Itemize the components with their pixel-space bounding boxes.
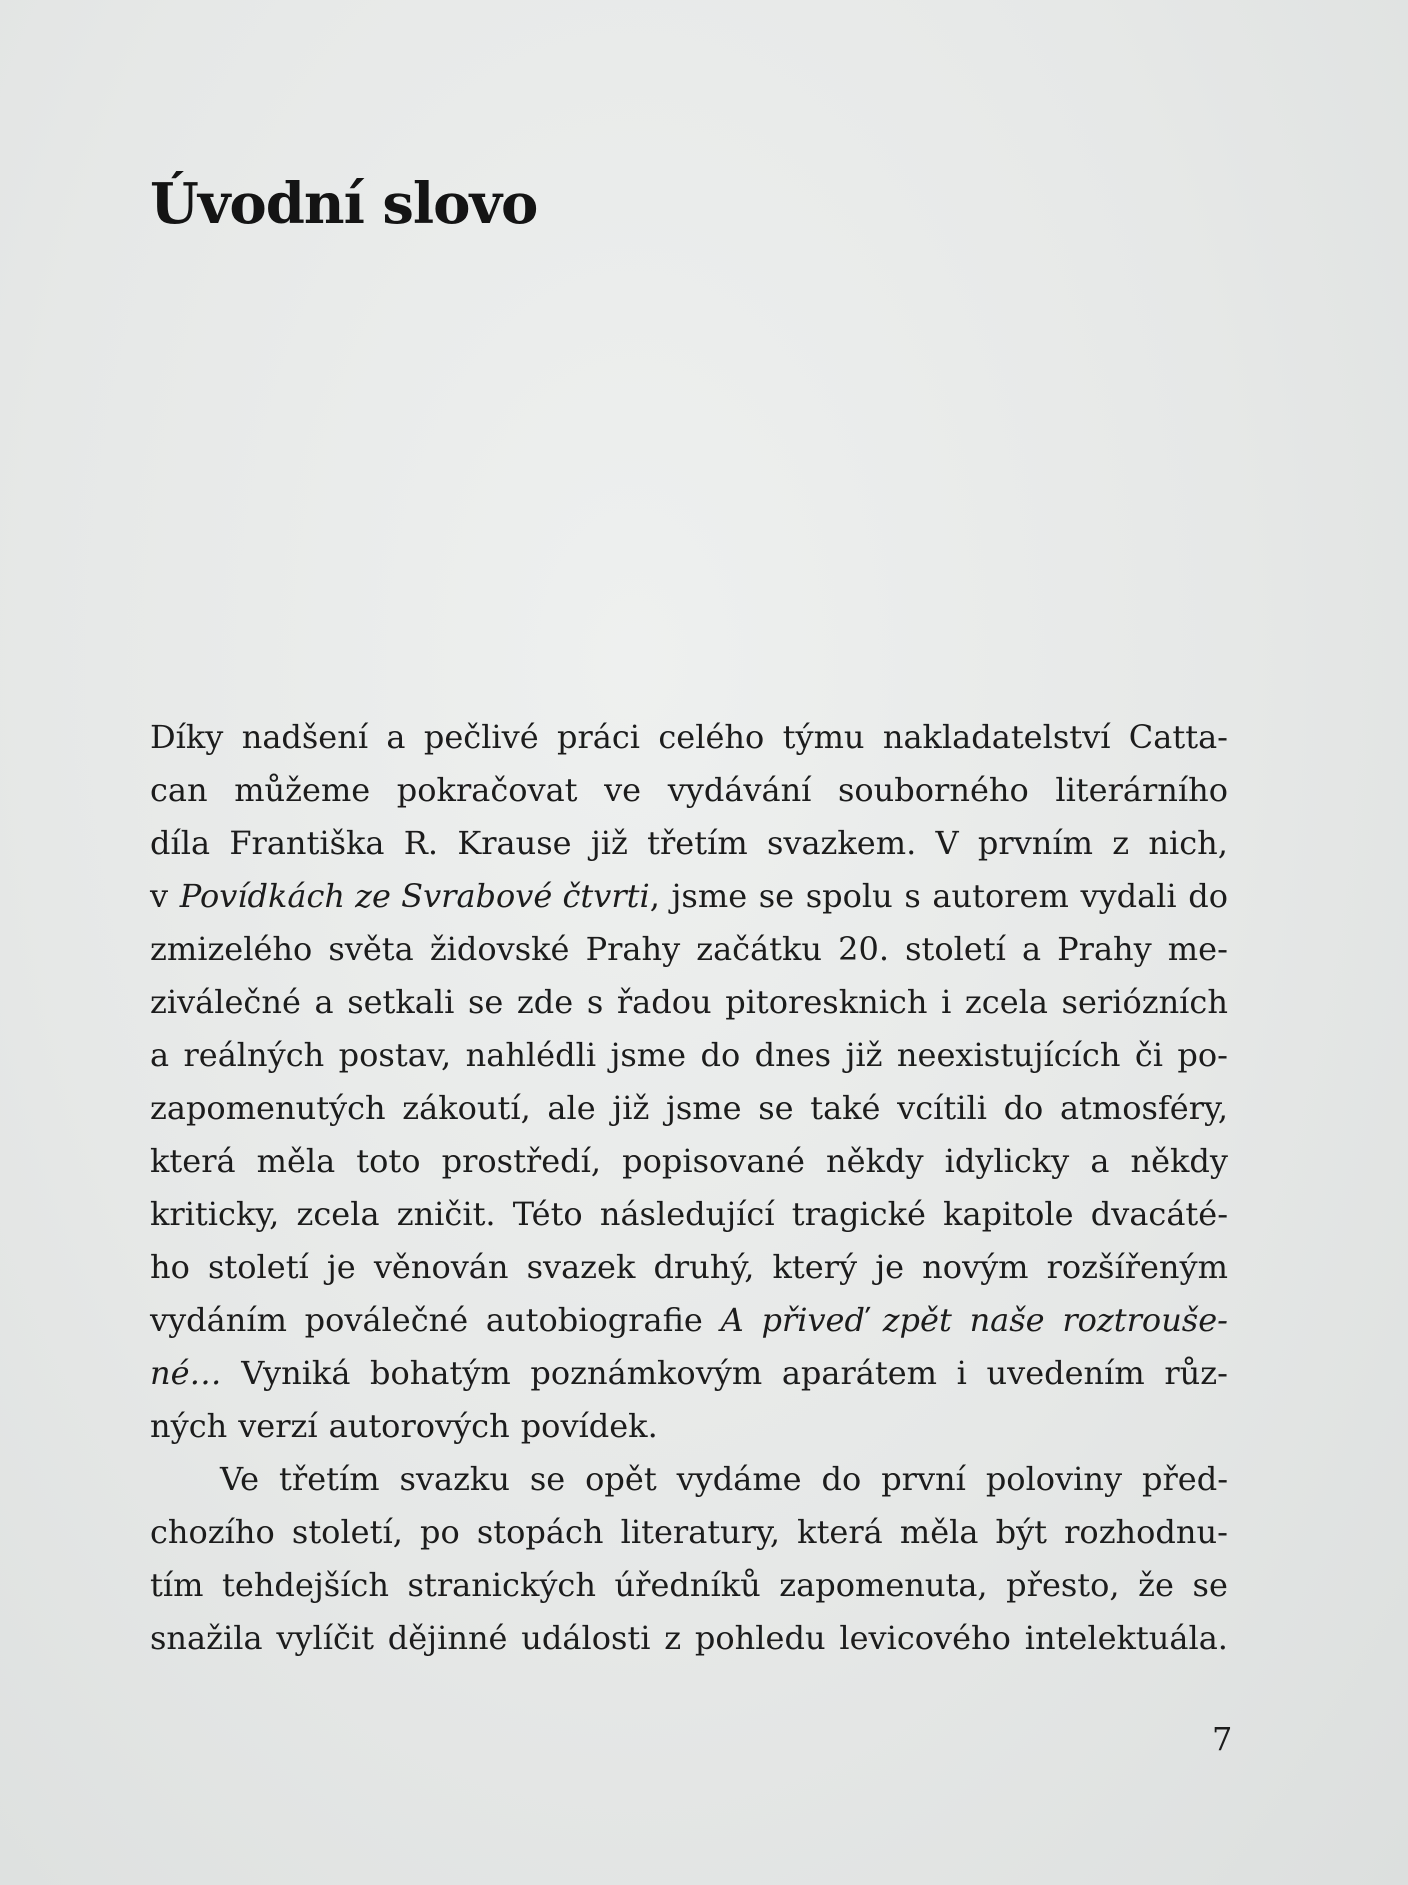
word: zmizelého	[150, 930, 313, 968]
word: začátku	[696, 930, 823, 968]
word: třetím	[647, 824, 748, 862]
word: být	[995, 1513, 1047, 1551]
word: století	[207, 1248, 309, 1286]
word: nakladatelství	[882, 718, 1111, 756]
word: díla	[150, 824, 211, 862]
word: po	[420, 1513, 460, 1551]
word: můžeme	[234, 771, 371, 809]
word: pitoresknich	[725, 983, 928, 1021]
word: opět	[585, 1460, 657, 1498]
word: se	[467, 983, 504, 1021]
word: přiveď	[761, 1301, 865, 1339]
word: kapitole	[943, 1195, 1074, 1233]
word: jsme	[671, 877, 748, 915]
text-line	[150, 1241, 1228, 1294]
word: ve	[604, 771, 642, 809]
word: Díky	[150, 718, 224, 756]
word: vydali	[1080, 877, 1177, 915]
word: Catta-	[1128, 718, 1228, 756]
word: Prahy	[1057, 930, 1152, 968]
word: poválečné	[304, 1301, 469, 1339]
word: že	[1138, 1566, 1174, 1604]
word: autorem	[932, 877, 1069, 915]
word: Prahy	[585, 930, 681, 968]
text-line	[150, 1294, 1228, 1347]
word: zničit.	[396, 1195, 496, 1233]
word: chozího	[150, 1513, 275, 1551]
word: autobiografie	[485, 1301, 703, 1339]
word: zpět	[882, 1301, 952, 1339]
word: neexistujících	[896, 1036, 1121, 1074]
word: postav,	[338, 1036, 452, 1074]
word: do	[700, 1036, 741, 1074]
word: zákoutí,	[402, 1089, 531, 1127]
word: přesto,	[1006, 1566, 1120, 1604]
text-line	[150, 711, 1228, 764]
word: již	[612, 1089, 650, 1127]
text-line	[150, 976, 1228, 1029]
text-line	[150, 1453, 1228, 1506]
word: je	[326, 1248, 356, 1286]
word: né…	[150, 1354, 222, 1392]
word: reálných	[183, 1036, 325, 1074]
word: ných	[150, 1407, 228, 1445]
text-line	[150, 923, 1228, 976]
word: tragické	[791, 1195, 926, 1233]
word: tehdejších	[222, 1566, 389, 1604]
word: toto	[356, 1142, 421, 1180]
word: rozšířeným	[1046, 1248, 1228, 1286]
word: s	[586, 983, 604, 1021]
word: či	[1134, 1036, 1163, 1074]
word: seriózních	[1061, 983, 1228, 1021]
text-line	[150, 1135, 1228, 1188]
word: bohatým	[370, 1354, 511, 1392]
word: která	[150, 1142, 236, 1180]
word: vydávání	[667, 771, 812, 809]
word: dvacáté-	[1090, 1195, 1228, 1233]
text-line	[150, 1400, 1228, 1453]
word: do	[1188, 877, 1228, 915]
text-line	[150, 764, 1228, 817]
page-number: 7	[1212, 1720, 1233, 1758]
text-line	[150, 817, 1228, 870]
word: ale	[547, 1089, 596, 1127]
word: Této	[512, 1195, 583, 1233]
word: zapomenuta,	[779, 1566, 988, 1604]
word: vydáme	[676, 1460, 802, 1498]
text-line	[150, 1029, 1228, 1082]
word: dnes	[754, 1036, 832, 1074]
word: následující	[599, 1195, 775, 1233]
word: zcela	[964, 983, 1048, 1021]
word: literatury,	[620, 1513, 781, 1551]
word: a	[1090, 1142, 1110, 1180]
word: V	[935, 824, 959, 862]
word-group	[180, 870, 660, 923]
word: v	[150, 877, 169, 915]
word: levicového	[839, 1619, 1011, 1657]
word: svazek	[526, 1248, 636, 1286]
word: události	[521, 1619, 651, 1657]
word: se	[758, 1089, 794, 1127]
word: zapomenutých	[150, 1089, 386, 1127]
word: která	[797, 1513, 883, 1551]
word: intelektuála.	[1024, 1619, 1228, 1657]
word: svazkem.	[766, 824, 917, 862]
word: vydáním	[150, 1301, 287, 1339]
word: me-	[1167, 930, 1228, 968]
word: se	[529, 1460, 566, 1498]
word: i	[956, 1354, 967, 1392]
word: R.	[403, 824, 439, 862]
word: také	[810, 1089, 881, 1127]
word: pokračovat	[396, 771, 578, 809]
word: nahlédli	[465, 1036, 597, 1074]
word: svazku	[399, 1460, 510, 1498]
word: práci	[557, 718, 641, 756]
word: již	[590, 824, 628, 862]
word: povídek.	[520, 1407, 658, 1445]
body-text	[150, 711, 1228, 1665]
chapter-heading: Úvodní slovo	[150, 171, 538, 237]
word: je	[875, 1248, 905, 1286]
word: po-	[1177, 1036, 1228, 1074]
word: roztrouše-	[1062, 1301, 1228, 1339]
word: poznámkovým	[530, 1354, 763, 1392]
word: do	[821, 1460, 862, 1498]
word: se	[1192, 1566, 1228, 1604]
word: měla	[899, 1513, 979, 1551]
word: měla	[256, 1142, 336, 1180]
word: souborného	[837, 771, 1029, 809]
word: A	[720, 1301, 744, 1339]
word: vylíčit	[276, 1619, 374, 1657]
word: století	[905, 930, 1006, 968]
word: literárního	[1055, 771, 1228, 809]
word: 20.	[838, 930, 889, 968]
word: se	[758, 877, 795, 915]
word: spolu	[805, 877, 893, 915]
word: Povídkách ze Svrabové čtvrti	[179, 877, 650, 915]
word: a	[1021, 930, 1042, 968]
word: již	[845, 1036, 883, 1074]
word: růz-	[1164, 1354, 1228, 1392]
word: a	[314, 983, 334, 1021]
word: týmu	[782, 718, 865, 756]
word: světa	[328, 930, 414, 968]
word: tím	[150, 1566, 204, 1604]
word: a	[150, 1036, 170, 1074]
word: s	[904, 877, 921, 915]
word: Vyniká	[241, 1354, 351, 1392]
word: druhý,	[653, 1248, 755, 1286]
text-line	[150, 1612, 1228, 1665]
word: novým	[922, 1248, 1029, 1286]
word: poloviny	[985, 1460, 1123, 1498]
word: stranických	[407, 1566, 596, 1604]
text-line	[150, 870, 1228, 923]
word: židovské	[429, 930, 570, 968]
word: can	[150, 771, 208, 809]
word: první	[881, 1460, 966, 1498]
word: Ve	[220, 1460, 260, 1498]
word: idylicky	[944, 1142, 1070, 1180]
word: z	[1112, 824, 1130, 862]
word: snažila	[150, 1619, 263, 1657]
word: před-	[1141, 1460, 1228, 1498]
word: zde	[516, 983, 574, 1021]
word: uvedením	[986, 1354, 1145, 1392]
word: verzí	[238, 1407, 318, 1445]
text-line	[150, 1506, 1228, 1559]
word: a	[386, 718, 406, 756]
word: prostředí,	[441, 1142, 602, 1180]
text-line	[150, 1188, 1228, 1241]
word: pečlivé	[423, 718, 539, 756]
word: jsme	[665, 1089, 742, 1127]
word: autorových	[328, 1407, 510, 1445]
word: ziválečné	[150, 983, 301, 1021]
word: století,	[291, 1513, 403, 1551]
word: dějinné	[387, 1619, 508, 1657]
word: vcítili	[897, 1089, 987, 1127]
word: atmosféry,	[1059, 1089, 1228, 1127]
text-line	[150, 1347, 1228, 1400]
word: Františka	[229, 824, 385, 862]
word: rozhodnu-	[1064, 1513, 1228, 1551]
word: stopách	[476, 1513, 604, 1551]
word: nadšení	[241, 718, 369, 756]
word: z	[664, 1619, 682, 1657]
word: úředníků	[614, 1566, 761, 1604]
text-line	[150, 1082, 1228, 1135]
word: aparátem	[781, 1354, 937, 1392]
word: celého	[658, 718, 765, 756]
word: do	[1003, 1089, 1044, 1127]
word: věnován	[373, 1248, 509, 1286]
word: který	[772, 1248, 858, 1286]
word: nich,	[1148, 824, 1228, 862]
word: někdy	[826, 1142, 924, 1180]
word: naše	[969, 1301, 1045, 1339]
word: prvním	[977, 824, 1093, 862]
word: třetím	[279, 1460, 380, 1498]
word: setkali	[347, 983, 455, 1021]
word: popisované	[622, 1142, 805, 1180]
text-line	[150, 1559, 1228, 1612]
word: Krause	[457, 824, 572, 862]
word: kriticky,	[150, 1195, 280, 1233]
word: řadou	[616, 983, 712, 1021]
word: pohledu	[694, 1619, 826, 1657]
word: zcela	[296, 1195, 380, 1233]
word: někdy	[1130, 1142, 1228, 1180]
word: jsme	[610, 1036, 687, 1074]
word: ho	[150, 1248, 190, 1286]
word: ,	[649, 877, 660, 915]
word: i	[941, 983, 952, 1021]
